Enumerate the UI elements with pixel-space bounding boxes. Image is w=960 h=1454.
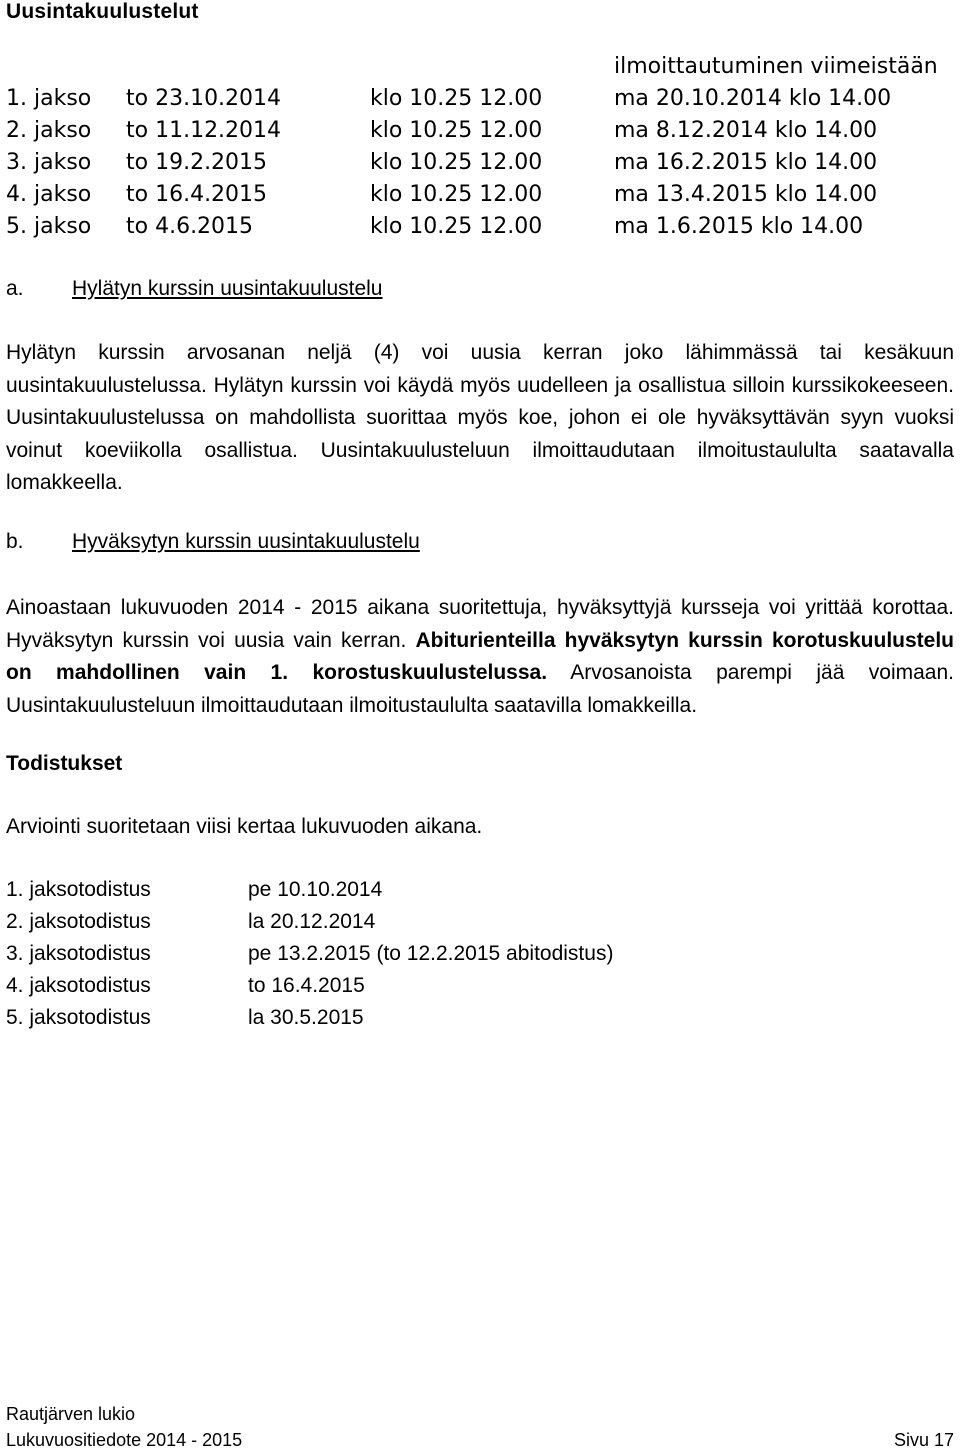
footer-school: Rautjärven lukio xyxy=(6,1404,136,1424)
certificate-row xyxy=(0,1006,960,1038)
section-a-heading xyxy=(6,277,383,301)
schedule-row xyxy=(0,150,960,182)
schedule-period: 5. jakso xyxy=(6,214,92,239)
schedule-time: klo 10.25 12.00 xyxy=(370,86,543,111)
certificate-name: 5. jaksotodistus xyxy=(6,1006,151,1029)
schedule-period: 4. jakso xyxy=(6,182,92,207)
section-b-paragraph xyxy=(6,592,954,722)
schedule-header: ilmoittautuminen viimeistään xyxy=(614,54,938,79)
schedule-time: klo 10.25 12.00 xyxy=(370,214,543,239)
footer-document-title: Lukuvuositiedote 2014 - 2015 xyxy=(6,1430,243,1450)
schedule-registration: ma 13.4.2015 klo 14.00 xyxy=(614,182,878,207)
certificate-row xyxy=(0,942,960,974)
schedule-registration: ma 16.2.2015 klo 14.00 xyxy=(614,150,878,175)
section-b-text-start: Ainoastaan lukuvuoden 2014 - 2015 aikana suoritettuja, hyväksyttyjä kursseja voi yrittää korottaa. Hyväksytyn kurssin voi uusia vain kerran. xyxy=(6,596,954,652)
schedule-time: klo 10.25 12.00 xyxy=(370,118,543,143)
section-b-heading xyxy=(6,530,420,554)
page-title: Uusintakuulustelut xyxy=(6,0,199,23)
certificate-date: to 16.4.2015 xyxy=(248,974,365,997)
schedule-registration: ma 1.6.2015 klo 14.00 xyxy=(614,214,864,239)
section-a-title: Hylätyn kurssin uusintakuulustelu xyxy=(72,277,383,300)
section-a-paragraph: Hylätyn kurssin arvosanan neljä (4) voi uusia kerran joko lähimmässä tai kesäkuun uusintakuulustelussa. Hylätyn kurssin voi käydä myös uudelleen ja osallistua silloin kurssikokeeseen. Uusintakuulustelussa on mahdollista suorittaa myös koe, johon ei ole hyväksyttävän syyn vuoksi voinut koeviikolla osallistua. Uusintakuulusteluun ilmoittaudutaan ilmoitustaululta saatavalla lomakkeella. xyxy=(6,341,954,494)
schedule-date: to 19.2.2015 xyxy=(126,150,268,175)
certificate-name: 4. jaksotodistus xyxy=(6,974,151,997)
section-a-letter: a. xyxy=(6,277,24,300)
certificate-row xyxy=(0,878,960,910)
section-b-title: Hyväksytyn kurssin uusintakuulustelu xyxy=(72,530,420,553)
certificate-row xyxy=(0,910,960,942)
certificate-date: pe 13.2.2015 (to 12.2.2015 abitodistus) xyxy=(248,942,614,965)
certificate-name: 2. jaksotodistus xyxy=(6,910,151,933)
schedule-row xyxy=(0,118,960,150)
certificate-date: la 30.5.2015 xyxy=(248,1006,364,1029)
certificates-title: Todistukset xyxy=(6,752,123,775)
schedule-date: to 11.12.2014 xyxy=(126,118,282,143)
certificate-date: pe 10.10.2014 xyxy=(248,878,383,901)
certificate-row xyxy=(0,974,960,1006)
schedule-period: 2. jakso xyxy=(6,118,92,143)
footer-page-number: Sivu 17 xyxy=(893,1430,954,1450)
section-b-text-bold: Abiturienteilla hyväksytyn kurssin korotuskuulustelu on mahdollinen vain 1. korostuskuulustelussa. xyxy=(6,628,955,684)
certificate-name: 1. jaksotodistus xyxy=(6,878,151,901)
schedule-row xyxy=(0,182,960,214)
certificate-name: 3. jaksotodistus xyxy=(6,942,151,965)
schedule-period: 1. jakso xyxy=(6,86,92,111)
schedule-row xyxy=(0,86,960,118)
certificates-intro: Arviointi suoritetaan viisi kertaa lukuvuoden aikana. xyxy=(6,815,483,838)
section-b-letter: b. xyxy=(6,530,24,553)
certificate-date: la 20.12.2014 xyxy=(248,910,376,933)
schedule-date: to 4.6.2015 xyxy=(126,214,254,239)
schedule-registration: ma 8.12.2014 klo 14.00 xyxy=(614,118,878,143)
schedule-date: to 16.4.2015 xyxy=(126,182,268,207)
schedule-time: klo 10.25 12.00 xyxy=(370,182,543,207)
schedule-row xyxy=(0,214,960,246)
schedule-date: to 23.10.2014 xyxy=(126,86,282,111)
schedule-time: klo 10.25 12.00 xyxy=(370,150,543,175)
section-b-text-end: Arvosanoista parempi jää voimaan. Uusintakuulusteluun ilmoittaudutaan ilmoitustaululta saatavilla lomakkeilla. xyxy=(6,661,954,717)
schedule-registration: ma 20.10.2014 klo 14.00 xyxy=(614,86,892,111)
schedule-period: 3. jakso xyxy=(6,150,92,175)
